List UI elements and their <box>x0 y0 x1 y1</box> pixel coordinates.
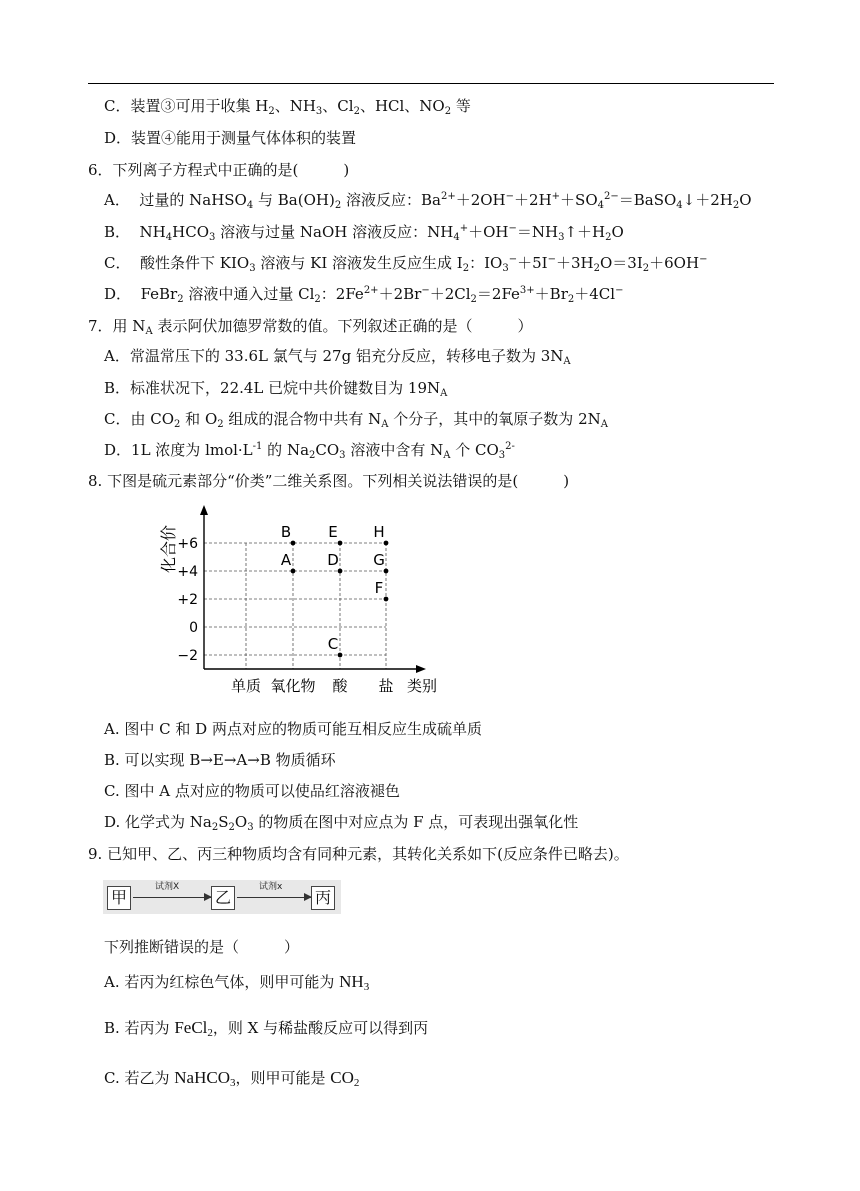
x-category-label-2: 酸 <box>332 677 348 695</box>
point-F <box>384 597 389 602</box>
q6-stem: 6．下列离子方程式中正确的是( ) <box>88 161 350 179</box>
q8-option-a: A. 图中 C 和 D 两点对应的物质可能互相反应生成硫单质 <box>104 720 482 738</box>
point-D <box>338 569 343 574</box>
point-G <box>384 569 389 574</box>
point-H <box>384 541 389 546</box>
point-B <box>291 541 296 546</box>
sulfur-valence-chart <box>150 505 450 700</box>
q7-option-b: B．标准状况下，22.4L 已烷中共价键数目为 $19N_A$ <box>104 379 448 399</box>
y-tick-label-1: +4 <box>177 564 198 580</box>
q8-option-d: D. 化学式为 $Na_2S_2O_3$ 的物质在图中对应点为 F 点，可表现出强氧化性 <box>104 813 579 833</box>
flow-arrow-1 <box>133 897 211 898</box>
q6-option-b: B． $NH_4HCO_3$ 溶液与过量 NaOH 溶液反应：$NH_4^++OH^-=NH_3↑+H_2O$ <box>104 223 624 243</box>
x-category-label-0: 单质 <box>230 677 262 695</box>
y-tick-label-3: 0 <box>189 620 198 636</box>
point-label-H: H <box>373 523 385 541</box>
point-label-G: G <box>373 551 385 569</box>
q6-option-c: C． 酸性条件下 $KIO_3$ 溶液与 KI 溶液发生反应生成 $I_2$：$IO_3^-+5I^-+3H_2O=3I_2+6OH^-$ <box>104 254 708 274</box>
point-label-E: E <box>328 523 338 541</box>
point-E <box>338 541 343 546</box>
flow-arrow-2 <box>237 897 311 898</box>
point-label-D: D <box>327 551 339 569</box>
q8-stem: 8. 下图是硫元素部分“价类”二维关系图。下列相关说法错误的是( ) <box>88 472 570 490</box>
q6-option-d: D． FeBr$_2$ 溶液中通入过量 $Cl_2$：$2Fe^{2+}+2Br^-+2Cl_2=2Fe^{3+}+Br_2+4Cl^-$ <box>104 285 624 305</box>
flow-item-jia: 甲 <box>107 886 131 910</box>
header-rule <box>88 83 774 84</box>
q9-stem: 9. 已知甲、乙、丙三种物质均含有同种元素，其转化关系如下(反应条件已略去)。 <box>88 845 629 863</box>
conversion-diagram <box>103 880 341 914</box>
q5-option-d: D．装置④能用于测量气体体积的装置 <box>104 129 357 147</box>
x-category-label-1: 氧化物 <box>270 677 316 695</box>
chart-svg <box>150 505 450 700</box>
q5-option-c: C．装置③可用于收集 $H_2$、$NH_3$、$Cl_2$、HCl、$NO_2$ 等 <box>104 97 471 117</box>
q7-option-d: D．1L 浓度为 $lmol\cdot L^{-1}$ 的 $Na_2CO_3$ 溶液中含有 $N_A$ 个 $CO_3^{2-}$ <box>104 441 515 461</box>
x-category-label-3: 盐 <box>378 677 394 695</box>
y-tick-label-4: −2 <box>177 648 198 664</box>
point-label-F: F <box>374 579 384 597</box>
point-A <box>291 569 296 574</box>
q9-option-c: C. 若乙为 NaHCO$_3$，则甲可能是 $CO_2$ <box>104 1068 360 1089</box>
flow-reagent-1: 试剂X <box>155 882 180 892</box>
q7-option-c: C．由 $CO_2$ 和 $O_2$ 组成的混合物中共有 $N_A$ 个分子，其中的氧原子数为 $2N_A$ <box>104 410 608 430</box>
y-axis-arrow <box>200 505 208 515</box>
point-label-A: A <box>280 551 292 569</box>
q8-option-c: C. 图中 A 点对应的物质可以使品红溶液褪色 <box>104 782 400 800</box>
point-label-B: B <box>280 523 292 541</box>
flow-reagent-2: 试剂x <box>259 882 283 892</box>
point-C <box>338 653 343 658</box>
q9-option-a: A. 若丙为红棕色气体，则甲可能为 $NH_3$ <box>104 972 370 993</box>
point-label-C: C <box>327 635 339 653</box>
x-axis-arrow <box>416 665 426 673</box>
q6-option-a: A． 过量的 NaHSO$_4$ 与 $Ba(OH)_2$ 溶液反应：$Ba^{2+}+2OH^-+2H^++SO_4^{2-}=BaSO_4↓+2H_2O$ <box>104 191 752 211</box>
q7-stem: 7．用 $N_A$ 表示阿伏加德罗常数的值。下列叙述正确的是（ ） <box>88 317 533 337</box>
q7-option-a: A．常温常压下的 33.6L 氯气与 27g 铝充分反应，转移电子数为 $3N_A$ <box>104 347 571 367</box>
x-axis-label: 类别 <box>406 677 438 695</box>
q9-option-b: B. 若丙为 FeCl$_2$，则 X 与稀盐酸反应可以得到丙 <box>104 1018 429 1039</box>
flow-item-bing: 丙 <box>311 886 335 910</box>
y-tick-label-2: +2 <box>177 592 198 608</box>
flow-item-yi: 乙 <box>211 886 235 910</box>
q8-option-b: B. 可以实现 B→E→A→B 物质循环 <box>104 751 336 769</box>
q9-prompt: 下列推断错误的是（ ） <box>104 938 300 956</box>
y-axis-label: 化合价 <box>159 524 178 574</box>
y-tick-label-0: +6 <box>177 536 198 552</box>
